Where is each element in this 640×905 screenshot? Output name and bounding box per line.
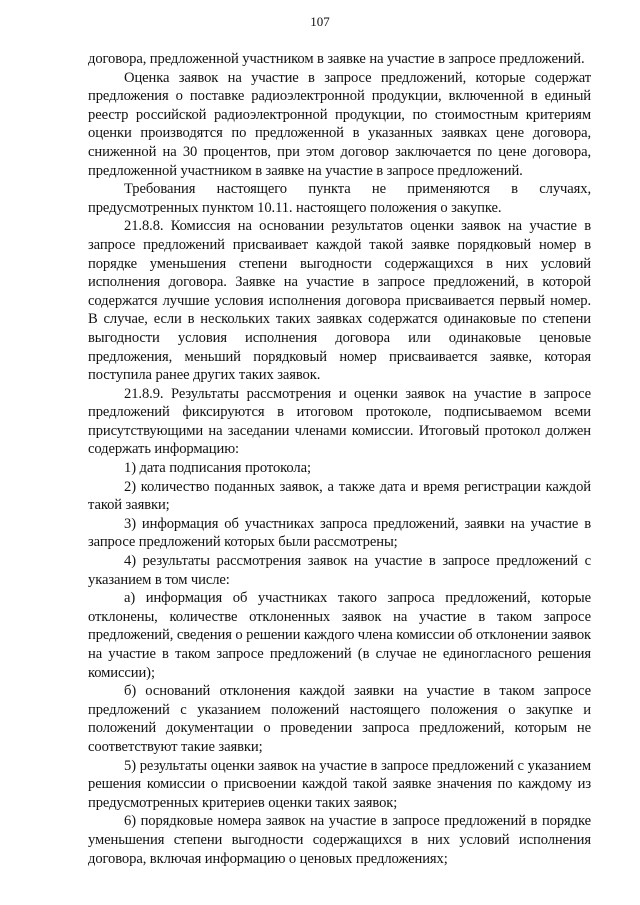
list-item-3: 3) информация об участниках запроса предложений, заявки на участие в запросе предложений которых были рассмотрены;: [88, 515, 591, 551]
paragraph-requirements-exception: Требования настоящего пункта не применяются в случаях, предусмотренных пунктом 10.11. настоящего положения о закупке.: [88, 181, 591, 216]
list-item-2: 2) количество поданных заявок, а также дата и время регистрации каждой такой заявки;: [88, 478, 591, 514]
page-number: 107: [310, 14, 330, 29]
paragraph-radioelectronic-evaluation: Оценка заявок на участие в запросе предложений, которые содержат предложения о поставке радиоэлектронной продукции, включенной в единый реестр российской радиоэлектронной продукции, по стоимостным критериям оценки производятся по предложенной в указанных заявках цене договора, сниженной на 30 процентов, при этом договор заключается по цене договора, предложенной участником в заявке на участие в запросе предложений.: [88, 69, 591, 179]
list-item-4a: а) информация об участниках такого запроса предложений, которые отклонены, количестве отклоненных заявок на участие в таком запросе предложений, сведения о решении каждого члена комиссии об отклонении заявок на участие в таком запросе предложений (в случае не единогласного решения комиссии);: [88, 590, 592, 681]
list-item-4: 4) результаты рассмотрения заявок на участие в запросе предложений с указанием в том числе:: [88, 553, 591, 588]
document-body: [88, 50, 591, 868]
paragraph-continuation: договора, предложенной участником в заявке на участие в запросе предложений.: [88, 51, 585, 67]
paragraph-21-8-9: 21.8.9. Результаты рассмотрения и оценки заявок на участие в запросе предложений фиксируются в итоговом протоколе, подписываемом всеми присутствующими на заседании членами комиссии. Итоговый протокол должен содержать информацию:: [88, 385, 591, 458]
list-item-5: 5) результаты оценки заявок на участие в запросе предложений с указанием решения комиссии о присвоении каждой такой заявке значения по каждому из предусмотренных критериев оценки таких заявок;: [88, 757, 591, 811]
paragraph-21-8-8: 21.8.8. Комиссия на основании результатов оценки заявок на участие в запросе предложений присваивает каждой такой заявке порядковый номер в порядке уменьшения степени выгодности содержащихся в них условий исполнения договора. Заявке на участие в запросе предложений, в которой содержатся лучшие условия исполнения договора присваивается первый номер. В случае, если в нескольких таких заявках содержатся одинаковые по степени выгодности условия исполнения договора или одинаковые ценовые предложения, меньший порядковый номер присваивается заявке, которая поступила ранее других таких заявок.: [88, 218, 591, 384]
list-item-1: 1) дата подписания протокола;: [124, 460, 311, 477]
list-item-4b: б) оснований отклонения каждой заявки на участие в таком запросе предложений с указанием положений настоящего положения о закупке и положений документации о проведении запроса предложений, которым не соответствуют такие заявки;: [88, 683, 591, 755]
list-item-6: 6) порядковые номера заявок на участие в запросе предложений в порядке уменьшения степени выгодности содержащихся в них условий исполнения договора, включая информацию о ценовых предложениях;: [88, 813, 591, 867]
